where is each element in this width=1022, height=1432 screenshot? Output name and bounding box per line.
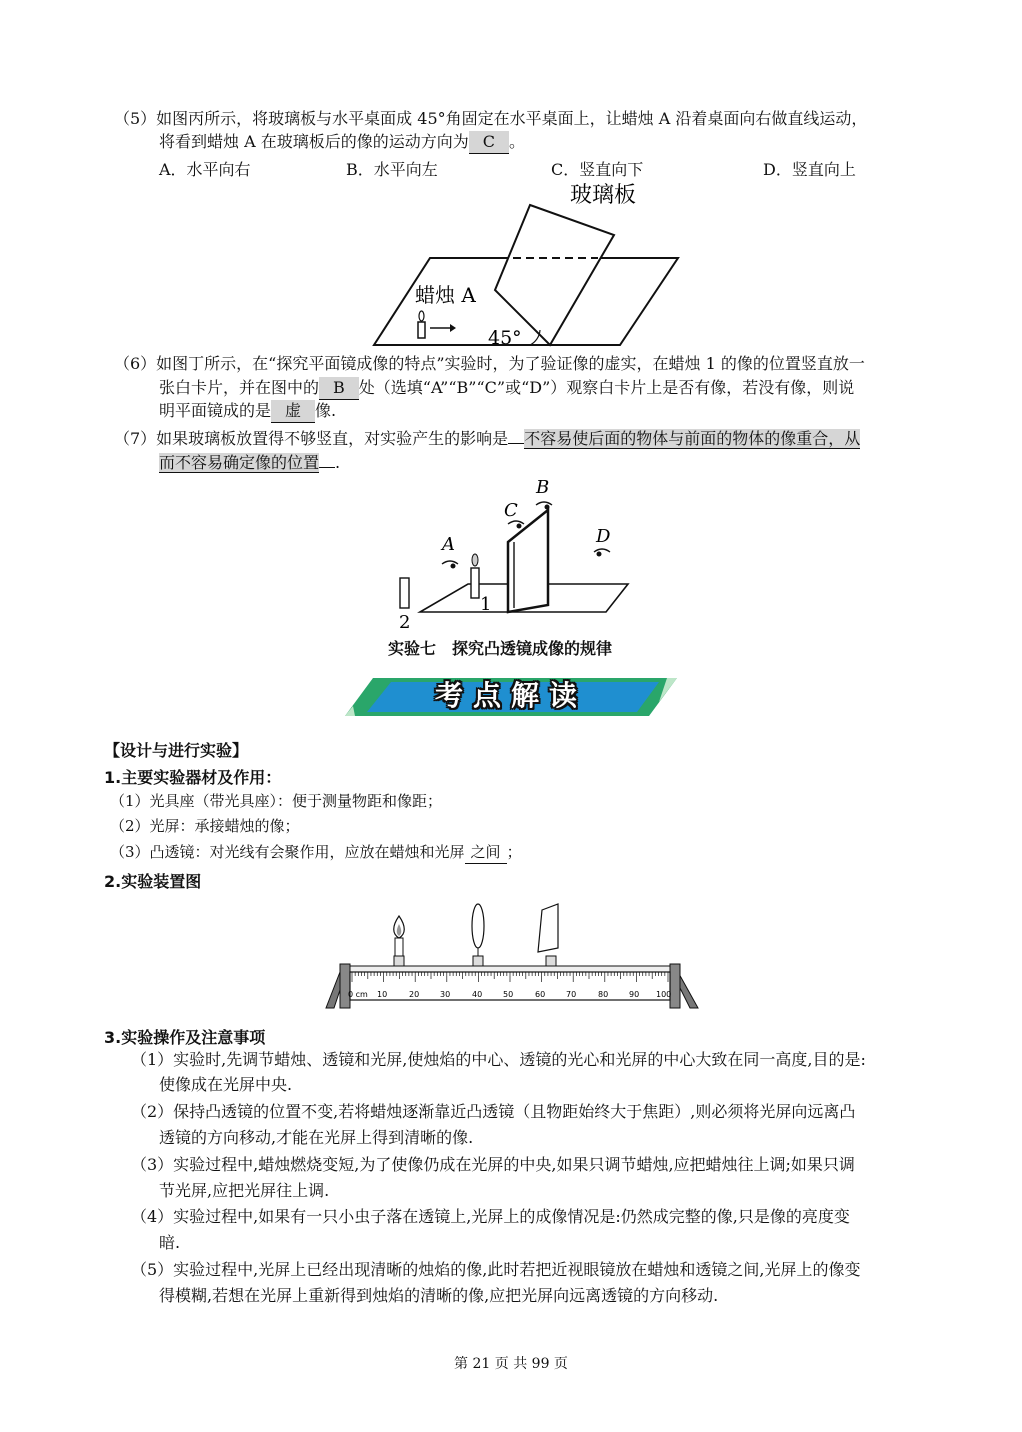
q5-option-b: B．水平向左 — [346, 160, 438, 179]
q5-option-d: D．竖直向上 — [763, 160, 856, 179]
glass-label: 玻璃板 — [570, 183, 637, 208]
ruler-tick-40: 40 — [472, 990, 483, 999]
page-footer: 第 21 页 共 99 页 — [454, 1356, 568, 1372]
label-c: C — [504, 500, 518, 521]
item3-p1-line2: 使像成在光屏中央. — [159, 1075, 293, 1094]
banner-title: 考点解读 — [434, 679, 587, 712]
q5-answer: C — [469, 131, 509, 154]
ruler-tick-50: 50 — [503, 990, 514, 999]
item3-p4-line2: 暗. — [159, 1233, 181, 1252]
q5-option-a: A．水平向右 — [159, 160, 251, 179]
q5-option-c: C．竖直向下 — [551, 160, 644, 179]
q7-line2 — [159, 452, 340, 474]
label-d: D — [596, 526, 611, 547]
item3-p2-line2: 透镜的方向移动,才能在光屏上得到清晰的像. — [159, 1128, 474, 1147]
item3-p5-line1: （5）实验过程中,光屏上已经出现清晰的烛焰的像,此时若把近视眼镜放在蜡烛和透镜之间,光屏上的像变 — [131, 1260, 861, 1279]
item3-heading: 3.实验操作及注意事项 — [104, 1028, 266, 1047]
q5-line2 — [159, 131, 525, 154]
figure-glass-45deg — [370, 180, 682, 350]
q7-answer-part2: 而不容易确定像的位置 — [159, 453, 320, 472]
q5-line1: （5）如图丙所示，将玻璃板与水平桌面成 45°角固定在水平桌面上，让蜡烛 A 沿着桌面向右做直线运动， — [114, 109, 868, 128]
ruler-tick-0: 0 cm — [348, 990, 368, 999]
q6-line2-suffix: 处（选填“A”“B”“C”或“D”）观察白卡片上是否有像，若没有像，则说 — [358, 378, 855, 397]
q7-prefix: （7）如果玻璃板放置得不够竖直，对实验产生的影响是 — [114, 429, 509, 448]
item1-heading: 1.主要实验器材及作用： — [104, 768, 282, 787]
item3-p3-line1: （3）实验过程中,蜡烛燃烧变短,为了使像仍成在光屏的中央,如果只调节蜡烛,应把蜡烛往上调;如果只调 — [131, 1155, 855, 1174]
q7-answer-part1: 不容易使后面的物体与前面的物体的像重合，从 — [524, 429, 861, 448]
q6-line2 — [159, 377, 854, 400]
ruler-tick-20: 20 — [409, 990, 420, 999]
item3-p1-line1: （1）实验时,先调节蜡烛、透镜和光屏,使烛焰的中心、透镜的光心和光屏的中心大致在同一高度,目的是: — [131, 1050, 866, 1069]
candle-a-label: 蜡烛 A — [415, 283, 476, 307]
q6-line1: （6）如图丁所示，在“探究平面镜成像的特点”实验时，为了验证像的虚实，在蜡烛 1 的像的位置竖直放一 — [114, 354, 865, 373]
item1-line2: （2）光屏：承接蜡烛的像； — [110, 817, 300, 835]
q6-line3-prefix: 明平面镜成的是 — [159, 401, 272, 420]
item1-line3-answer: 之间 — [465, 841, 507, 864]
item1-line3-prefix: （3）凸透镜：对光线有会聚作用，应放在蜡烛和光屏 — [110, 843, 465, 861]
figure-mirror-experiment — [390, 472, 640, 632]
label-1: 1 — [480, 594, 492, 615]
label-a: A — [442, 534, 455, 555]
q7-suffix: . — [335, 453, 341, 472]
item2-heading: 2.实验装置图 — [104, 872, 202, 891]
ruler-tick-30: 30 — [440, 990, 451, 999]
item1-line3-suffix: ； — [506, 843, 522, 861]
label-2: 2 — [399, 612, 411, 632]
ruler-tick-10: 10 — [377, 990, 388, 999]
q5-line2-suffix: 。 — [508, 132, 525, 151]
ruler-tick-60: 60 — [535, 990, 546, 999]
ruler-tick-80: 80 — [598, 990, 609, 999]
item1-line1: （1）光具座（带光具座）：便于测量物距和像距； — [110, 792, 443, 810]
item1-line3 — [110, 841, 522, 864]
item3-p2-line1: （2）保持凸透镜的位置不变,若将蜡烛逐渐靠近凸透镜（且物距始终大于焦距）,则必须将光屏向远离凸 — [131, 1102, 856, 1121]
item3-p3-line2: 节光屏,应把光屏往上调. — [159, 1181, 330, 1200]
ruler-tick-90: 90 — [629, 990, 640, 999]
optical-bench-figure — [322, 900, 702, 1015]
q7-line1 — [114, 428, 860, 450]
q6-answer2: 虚 — [271, 400, 315, 423]
ruler-tick-70: 70 — [566, 990, 577, 999]
q6-answer1: B — [319, 377, 359, 400]
q5-line2-prefix: 将看到蜡烛 A 在玻璃板后的像的运动方向为 — [159, 132, 469, 151]
item3-p4-line1: （4）实验过程中,如果有一只小虫子落在透镜上,光屏上的成像情况是:仍然成完整的像,只是像的亮度变 — [131, 1207, 850, 1226]
item3-p5-line2: 得模糊,若想在光屏上重新得到烛焰的清晰的像,应把光屏向远离透镜的方向移动. — [159, 1286, 719, 1305]
label-b: B — [536, 477, 550, 498]
q6-line2-prefix: 张白卡片，并在图中的 — [159, 378, 320, 397]
design-heading: 【设计与进行实验】 — [104, 741, 249, 760]
q6-line3-suffix: 像. — [315, 401, 337, 420]
ruler-tick-100: 100 — [656, 990, 672, 999]
section-title: 实验七 探究凸透镜成像的规律 — [388, 639, 613, 658]
q6-line3 — [159, 400, 336, 423]
angle-label: 45° — [488, 327, 522, 349]
